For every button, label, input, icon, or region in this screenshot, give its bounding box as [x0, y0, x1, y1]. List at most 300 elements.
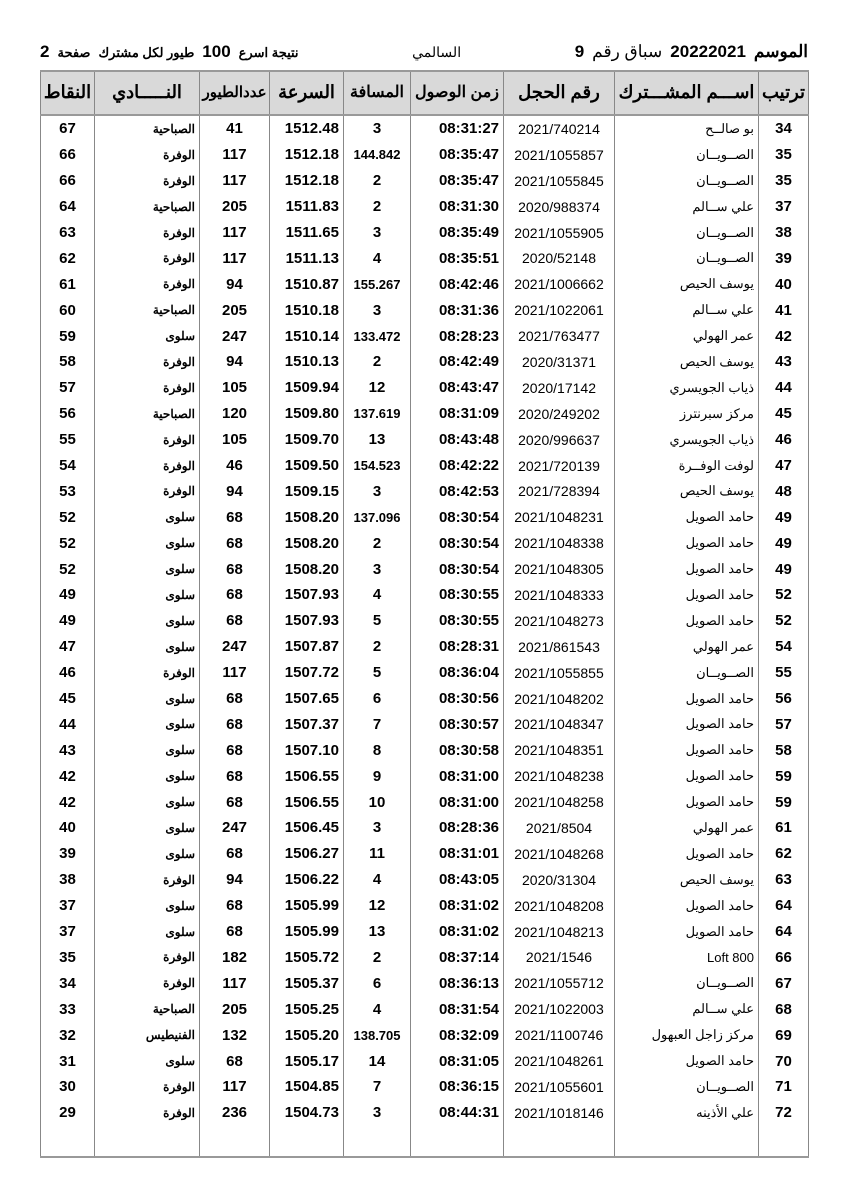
table-row [41, 711, 809, 737]
cell-rank: 55 [759, 660, 809, 686]
cell-birds: 68 [200, 841, 270, 867]
cell-ring: 2021/1055855 [504, 660, 615, 686]
cell-time: 08:28:23 [411, 323, 504, 349]
cell-rank: 44 [759, 375, 809, 401]
table-row [41, 504, 809, 530]
cell-club: سلوى [95, 711, 200, 737]
season-race-group [575, 42, 808, 62]
season-value: 20222021 [670, 42, 746, 61]
cell-name: مركز زاجل العبهول [615, 1022, 759, 1048]
col-rank: ترتيب [759, 71, 809, 115]
cell-rank: 38 [759, 220, 809, 246]
cell-points: 34 [41, 970, 95, 996]
cell-birds: 94 [200, 867, 270, 893]
cell-rank: 56 [759, 686, 809, 712]
cell-club: سلوى [95, 919, 200, 945]
cell-time: 08:30:54 [411, 556, 504, 582]
cell-points: 49 [41, 608, 95, 634]
cell-distance: 138.705 [344, 1022, 411, 1048]
empty-cell [344, 1126, 411, 1157]
cell-speed: 1506.55 [270, 789, 344, 815]
cell-name: لوفت الوفــرة [615, 453, 759, 479]
cell-distance: 8 [344, 737, 411, 763]
cell-distance: 3 [344, 556, 411, 582]
cell-distance: 6 [344, 686, 411, 712]
cell-birds: 132 [200, 1022, 270, 1048]
cell-points: 40 [41, 815, 95, 841]
cell-points: 60 [41, 297, 95, 323]
cell-points: 55 [41, 427, 95, 453]
cell-time: 08:30:55 [411, 582, 504, 608]
cell-speed: 1507.93 [270, 582, 344, 608]
cell-distance: 3 [344, 1100, 411, 1126]
cell-name: الصــويــان [615, 220, 759, 246]
cell-rank: 52 [759, 582, 809, 608]
cell-time: 08:31:09 [411, 401, 504, 427]
cell-ring: 2021/1022003 [504, 996, 615, 1022]
empty-cell [200, 1126, 270, 1157]
cell-name: مركز سبرنترز [615, 401, 759, 427]
cell-time: 08:31:00 [411, 789, 504, 815]
cell-ring: 2021/1018146 [504, 1100, 615, 1126]
cell-ring: 2021/1006662 [504, 271, 615, 297]
empty-cell [270, 1126, 344, 1157]
cell-birds: 41 [200, 115, 270, 142]
cell-club: سلوى [95, 841, 200, 867]
cell-club: سلوى [95, 1048, 200, 1074]
cell-rank: 58 [759, 737, 809, 763]
table-row [41, 349, 809, 375]
cell-speed: 1505.99 [270, 919, 344, 945]
cell-ring: 2021/763477 [504, 323, 615, 349]
cell-name: حامد الصويل [615, 556, 759, 582]
cell-ring: 2021/1546 [504, 945, 615, 971]
result-label: نتيجة اسرع [238, 45, 299, 60]
cell-time: 08:30:54 [411, 504, 504, 530]
cell-ring: 2021/1055905 [504, 220, 615, 246]
cell-speed: 1509.15 [270, 478, 344, 504]
cell-ring: 2020/52148 [504, 245, 615, 271]
cell-points: 29 [41, 1100, 95, 1126]
cell-club: الصباحية [95, 996, 200, 1022]
cell-rank: 37 [759, 194, 809, 220]
empty-cell [95, 1126, 200, 1157]
cell-name: علي ســالم [615, 297, 759, 323]
cell-club: سلوى [95, 815, 200, 841]
cell-birds: 68 [200, 711, 270, 737]
cell-rank: 67 [759, 970, 809, 996]
cell-club: سلوى [95, 737, 200, 763]
cell-points: 52 [41, 504, 95, 530]
col-club: النـــــادي [95, 71, 200, 115]
cell-points: 59 [41, 323, 95, 349]
cell-rank: 42 [759, 323, 809, 349]
cell-points: 61 [41, 271, 95, 297]
cell-time: 08:42:22 [411, 453, 504, 479]
cell-name: حامد الصويل [615, 1048, 759, 1074]
cell-distance: 2 [344, 945, 411, 971]
cell-rank: 49 [759, 504, 809, 530]
table-row [41, 919, 809, 945]
cell-ring: 2021/720139 [504, 453, 615, 479]
table-row [41, 582, 809, 608]
result-page-group [40, 42, 299, 62]
cell-distance: 13 [344, 427, 411, 453]
cell-ring: 2021/1048268 [504, 841, 615, 867]
cell-birds: 105 [200, 427, 270, 453]
cell-ring: 2021/1055845 [504, 168, 615, 194]
cell-points: 42 [41, 763, 95, 789]
cell-birds: 68 [200, 763, 270, 789]
cell-distance: 155.267 [344, 271, 411, 297]
table-row [41, 194, 809, 220]
cell-birds: 117 [200, 142, 270, 168]
cell-distance: 2 [344, 194, 411, 220]
cell-ring: 2021/1048231 [504, 504, 615, 530]
cell-name: حامد الصويل [615, 608, 759, 634]
cell-rank: 54 [759, 634, 809, 660]
page-number: 2 [40, 42, 50, 61]
cell-club: الوفرة [95, 1100, 200, 1126]
cell-distance: 4 [344, 867, 411, 893]
cell-birds: 68 [200, 608, 270, 634]
cell-speed: 1510.87 [270, 271, 344, 297]
location-group [412, 44, 461, 61]
cell-club: الوفرة [95, 1074, 200, 1100]
cell-speed: 1510.18 [270, 297, 344, 323]
cell-birds: 205 [200, 194, 270, 220]
table-row [41, 608, 809, 634]
cell-ring: 2021/8504 [504, 815, 615, 841]
cell-ring: 2020/31304 [504, 867, 615, 893]
cell-name: علي ســالم [615, 996, 759, 1022]
cell-ring: 2021/1048347 [504, 711, 615, 737]
cell-speed: 1509.50 [270, 453, 344, 479]
cell-name: حامد الصويل [615, 711, 759, 737]
cell-rank: 59 [759, 763, 809, 789]
cell-rank: 49 [759, 530, 809, 556]
cell-points: 44 [41, 711, 95, 737]
cell-points: 62 [41, 245, 95, 271]
cell-ring: 2021/1048238 [504, 763, 615, 789]
cell-birds: 247 [200, 815, 270, 841]
cell-rank: 35 [759, 142, 809, 168]
table-row [41, 453, 809, 479]
table-row [41, 297, 809, 323]
cell-distance: 4 [344, 245, 411, 271]
cell-rank: 72 [759, 1100, 809, 1126]
cell-time: 08:31:05 [411, 1048, 504, 1074]
cell-time: 08:35:47 [411, 168, 504, 194]
cell-rank: 43 [759, 349, 809, 375]
cell-name: حامد الصويل [615, 686, 759, 712]
cell-distance: 3 [344, 220, 411, 246]
cell-club: الوفرة [95, 945, 200, 971]
cell-rank: 62 [759, 841, 809, 867]
cell-distance: 144.842 [344, 142, 411, 168]
cell-points: 56 [41, 401, 95, 427]
cell-name: حامد الصويل [615, 841, 759, 867]
cell-distance: 13 [344, 919, 411, 945]
cell-name: حامد الصويل [615, 737, 759, 763]
table-row [41, 841, 809, 867]
cell-points: 45 [41, 686, 95, 712]
table-row [41, 970, 809, 996]
cell-time: 08:28:36 [411, 815, 504, 841]
cell-club: الصباحية [95, 401, 200, 427]
table-row [41, 1100, 809, 1126]
cell-name: ذياب الجويسري [615, 375, 759, 401]
cell-name: الصــويــان [615, 245, 759, 271]
col-points: النقاط [41, 71, 95, 115]
cell-birds: 68 [200, 737, 270, 763]
cell-points: 30 [41, 1074, 95, 1100]
cell-club: الوفرة [95, 142, 200, 168]
table-row [41, 893, 809, 919]
cell-speed: 1508.20 [270, 504, 344, 530]
cell-time: 08:35:47 [411, 142, 504, 168]
cell-ring: 2021/1048208 [504, 893, 615, 919]
cell-distance: 2 [344, 349, 411, 375]
table-row [41, 168, 809, 194]
cell-distance: 12 [344, 375, 411, 401]
cell-birds: 205 [200, 996, 270, 1022]
cell-distance: 2 [344, 634, 411, 660]
empty-cell [411, 1126, 504, 1157]
cell-distance: 3 [344, 815, 411, 841]
table-row [41, 1074, 809, 1100]
cell-distance: 9 [344, 763, 411, 789]
cell-speed: 1506.22 [270, 867, 344, 893]
cell-birds: 46 [200, 453, 270, 479]
cell-time: 08:42:46 [411, 271, 504, 297]
cell-time: 08:31:00 [411, 763, 504, 789]
cell-ring: 2021/1055601 [504, 1074, 615, 1100]
cell-name: حامد الصويل [615, 919, 759, 945]
cell-time: 08:30:56 [411, 686, 504, 712]
cell-birds: 117 [200, 220, 270, 246]
empty-cell [759, 1126, 809, 1157]
table-row [41, 220, 809, 246]
cell-ring: 2021/861543 [504, 634, 615, 660]
cell-club: الصباحية [95, 297, 200, 323]
cell-speed: 1507.93 [270, 608, 344, 634]
empty-cell [615, 1126, 759, 1157]
cell-rank: 64 [759, 919, 809, 945]
cell-speed: 1507.37 [270, 711, 344, 737]
cell-club: الوفرة [95, 660, 200, 686]
cell-rank: 35 [759, 168, 809, 194]
cell-club: الوفرة [95, 375, 200, 401]
table-row [41, 427, 809, 453]
race-label: سباق رقم [592, 42, 663, 61]
cell-ring: 2021/1048338 [504, 530, 615, 556]
cell-name: يوسف الحيص [615, 867, 759, 893]
cell-time: 08:35:49 [411, 220, 504, 246]
cell-ring: 2020/17142 [504, 375, 615, 401]
cell-time: 08:28:31 [411, 634, 504, 660]
cell-birds: 236 [200, 1100, 270, 1126]
cell-name: عمر الهولي [615, 323, 759, 349]
cell-birds: 94 [200, 478, 270, 504]
cell-club: الوفرة [95, 427, 200, 453]
cell-birds: 117 [200, 660, 270, 686]
cell-distance: 7 [344, 1074, 411, 1100]
location: السالمي [412, 44, 462, 60]
table-row [41, 996, 809, 1022]
table-row [41, 401, 809, 427]
cell-points: 52 [41, 530, 95, 556]
cell-birds: 205 [200, 297, 270, 323]
cell-club: الوفرة [95, 349, 200, 375]
cell-name: علي ســالم [615, 194, 759, 220]
cell-distance: 14 [344, 1048, 411, 1074]
table-row [41, 245, 809, 271]
cell-speed: 1509.94 [270, 375, 344, 401]
cell-ring: 2021/728394 [504, 478, 615, 504]
cell-rank: 40 [759, 271, 809, 297]
cell-points: 57 [41, 375, 95, 401]
cell-ring: 2021/1055857 [504, 142, 615, 168]
cell-time: 08:42:49 [411, 349, 504, 375]
cell-club: الوفرة [95, 271, 200, 297]
cell-distance: 4 [344, 582, 411, 608]
cell-rank: 69 [759, 1022, 809, 1048]
table-row [41, 686, 809, 712]
cell-time: 08:36:15 [411, 1074, 504, 1100]
cell-name: الصــويــان [615, 660, 759, 686]
cell-rank: 66 [759, 945, 809, 971]
cell-points: 31 [41, 1048, 95, 1074]
cell-distance: 12 [344, 893, 411, 919]
cell-speed: 1512.18 [270, 142, 344, 168]
cell-distance: 3 [344, 297, 411, 323]
cell-name: الصــويــان [615, 970, 759, 996]
cell-speed: 1509.80 [270, 401, 344, 427]
cell-time: 08:30:58 [411, 737, 504, 763]
cell-time: 08:31:30 [411, 194, 504, 220]
table-row [41, 375, 809, 401]
cell-ring: 2021/1048305 [504, 556, 615, 582]
cell-name: حامد الصويل [615, 530, 759, 556]
table-row [41, 142, 809, 168]
empty-cell [504, 1126, 615, 1157]
cell-points: 66 [41, 142, 95, 168]
cell-ring: 2021/1048261 [504, 1048, 615, 1074]
cell-name: الصــويــان [615, 142, 759, 168]
cell-birds: 182 [200, 945, 270, 971]
cell-club: سلوى [95, 504, 200, 530]
cell-rank: 46 [759, 427, 809, 453]
cell-speed: 1507.87 [270, 634, 344, 660]
cell-time: 08:43:05 [411, 867, 504, 893]
cell-time: 08:36:04 [411, 660, 504, 686]
cell-name: حامد الصويل [615, 582, 759, 608]
cell-birds: 247 [200, 634, 270, 660]
col-name: اســـم المشـــترك [615, 71, 759, 115]
cell-speed: 1506.27 [270, 841, 344, 867]
cell-speed: 1511.83 [270, 194, 344, 220]
cell-name: حامد الصويل [615, 893, 759, 919]
cell-distance: 6 [344, 970, 411, 996]
cell-distance: 10 [344, 789, 411, 815]
cell-birds: 117 [200, 168, 270, 194]
cell-speed: 1507.72 [270, 660, 344, 686]
cell-ring: 2021/1055712 [504, 970, 615, 996]
cell-distance: 7 [344, 711, 411, 737]
cell-birds: 105 [200, 375, 270, 401]
cell-distance: 133.472 [344, 323, 411, 349]
cell-rank: 70 [759, 1048, 809, 1074]
season-label: الموسم [753, 42, 808, 61]
cell-speed: 1505.99 [270, 893, 344, 919]
cell-name: عمر الهولي [615, 634, 759, 660]
cell-speed: 1511.13 [270, 245, 344, 271]
cell-rank: 59 [759, 789, 809, 815]
cell-ring: 2020/996637 [504, 427, 615, 453]
cell-speed: 1505.72 [270, 945, 344, 971]
table-row [41, 737, 809, 763]
page-label: صفحة [57, 45, 91, 60]
cell-speed: 1508.20 [270, 530, 344, 556]
cell-time: 08:42:53 [411, 478, 504, 504]
cell-name: يوسف الحيص [615, 478, 759, 504]
cell-club: الصباحية [95, 194, 200, 220]
cell-birds: 117 [200, 1074, 270, 1100]
cell-rank: 68 [759, 996, 809, 1022]
col-ring: رقم الحجل [504, 71, 615, 115]
cell-points: 46 [41, 660, 95, 686]
report-header [40, 42, 808, 68]
cell-time: 08:30:54 [411, 530, 504, 556]
cell-time: 08:31:54 [411, 996, 504, 1022]
fastest-count: 100 [202, 42, 231, 61]
cell-birds: 94 [200, 349, 270, 375]
cell-name: بو صالــح [615, 115, 759, 142]
cell-rank: 63 [759, 867, 809, 893]
table-row [41, 556, 809, 582]
cell-club: سلوى [95, 323, 200, 349]
cell-ring: 2021/1048213 [504, 919, 615, 945]
cell-distance: 5 [344, 608, 411, 634]
cell-speed: 1505.17 [270, 1048, 344, 1074]
cell-name: الصــويــان [615, 168, 759, 194]
cell-time: 08:31:01 [411, 841, 504, 867]
cell-distance: 11 [344, 841, 411, 867]
cell-name: حامد الصويل [615, 504, 759, 530]
cell-distance: 2 [344, 168, 411, 194]
cell-rank: 48 [759, 478, 809, 504]
col-time: زمن الوصول [411, 71, 504, 115]
cell-club: الوفرة [95, 970, 200, 996]
table-row [41, 789, 809, 815]
cell-distance: 3 [344, 115, 411, 142]
cell-time: 08:31:36 [411, 297, 504, 323]
table-row [41, 815, 809, 841]
cell-name: يوسف الحيص [615, 271, 759, 297]
cell-birds: 120 [200, 401, 270, 427]
cell-club: سلوى [95, 763, 200, 789]
cell-rank: 34 [759, 115, 809, 142]
cell-speed: 1505.37 [270, 970, 344, 996]
cell-club: الوفرة [95, 168, 200, 194]
cell-distance: 3 [344, 478, 411, 504]
cell-ring: 2020/31371 [504, 349, 615, 375]
cell-rank: 45 [759, 401, 809, 427]
cell-rank: 57 [759, 711, 809, 737]
cell-rank: 52 [759, 608, 809, 634]
cell-time: 08:31:27 [411, 115, 504, 142]
